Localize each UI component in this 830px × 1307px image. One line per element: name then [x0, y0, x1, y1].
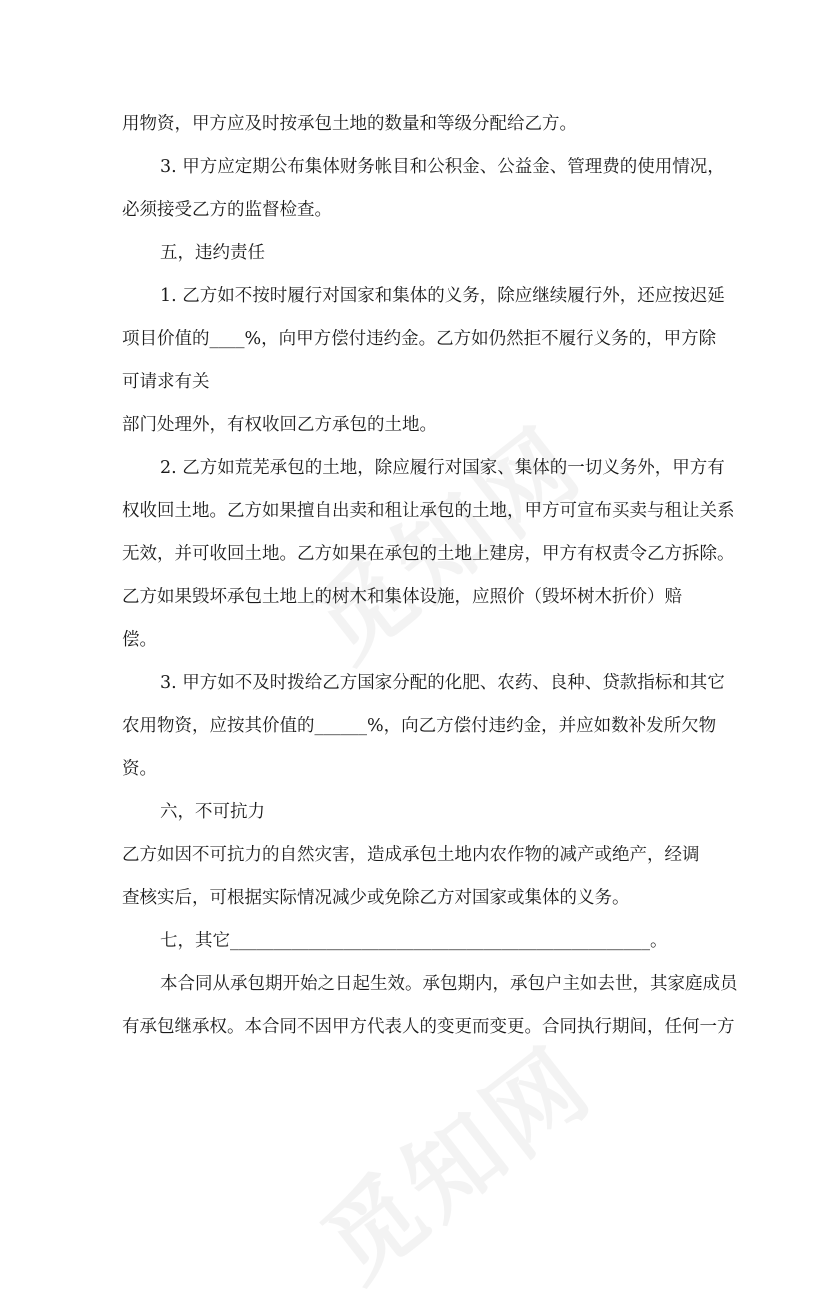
text-line: 用物资，甲方应及时按承包土地的数量和等级分配给乙方。	[122, 114, 577, 134]
text-line: 有承包继承权。本合同不因甲方代表人的变更而变更。合同执行期间，任何一方	[122, 1017, 735, 1037]
text-line: 乙方如果毁坏承包土地上的树木和集体设施，应照价（毁坏树木折价）赔	[122, 587, 682, 607]
text-line: 查核实后，可根据实际情况减少或免除乙方对国家或集体的义务。	[122, 888, 630, 908]
watermark-bottom	[290, 1010, 615, 1306]
text-line: 2. 乙方如荒芜承包的土地，除应履行对国家、集体的一切义务外，甲方有	[160, 458, 725, 478]
text-line: 偿。	[122, 630, 157, 650]
text-line: 无效，并可收回土地。乙方如果在承包的土地上建房，甲方有权责令乙方拆除。	[122, 544, 735, 564]
text-line: 项目价值的____%，向甲方偿付违约金。乙方如仍然拒不履行义务的，甲方除	[122, 329, 717, 349]
text-line: 可请求有关	[122, 372, 210, 392]
text-line: 必须接受乙方的监督检查。	[122, 200, 332, 220]
section-heading: 六，不可抗力	[160, 802, 265, 822]
section-heading: 七，其它________________________________________________。	[160, 931, 668, 951]
text-line: 3. 甲方如不及时拨给乙方国家分配的化肥、农药、良种、贷款指标和其它	[160, 673, 725, 693]
text-line: 资。	[122, 759, 157, 779]
text-line: 乙方如因不可抗力的自然灾害，造成承包土地内农作物的减产或绝产，经调	[122, 845, 700, 865]
text-line: 农用物资，应按其价值的______%，向乙方偿付违约金，并应如数补发所欠物	[122, 716, 717, 736]
text-line: 1. 乙方如不按时履行对国家和集体的义务，除应继续履行外，还应按迟延	[160, 286, 725, 306]
text-line: 本合同从承包期开始之日起生效。承包期内，承包户主如去世，其家庭成员	[160, 974, 738, 994]
text-line: 3. 甲方应定期公布集体财务帐目和公积金、公益金、管理费的使用情况，	[160, 157, 725, 177]
text-line: 权收回土地。乙方如果擅自出卖和租让承包的土地，甲方可宣布买卖与租让关系	[122, 501, 735, 521]
section-heading: 五，违约责任	[160, 243, 265, 263]
text-line: 部门处理外，有权收回乙方承包的土地。	[122, 415, 437, 435]
